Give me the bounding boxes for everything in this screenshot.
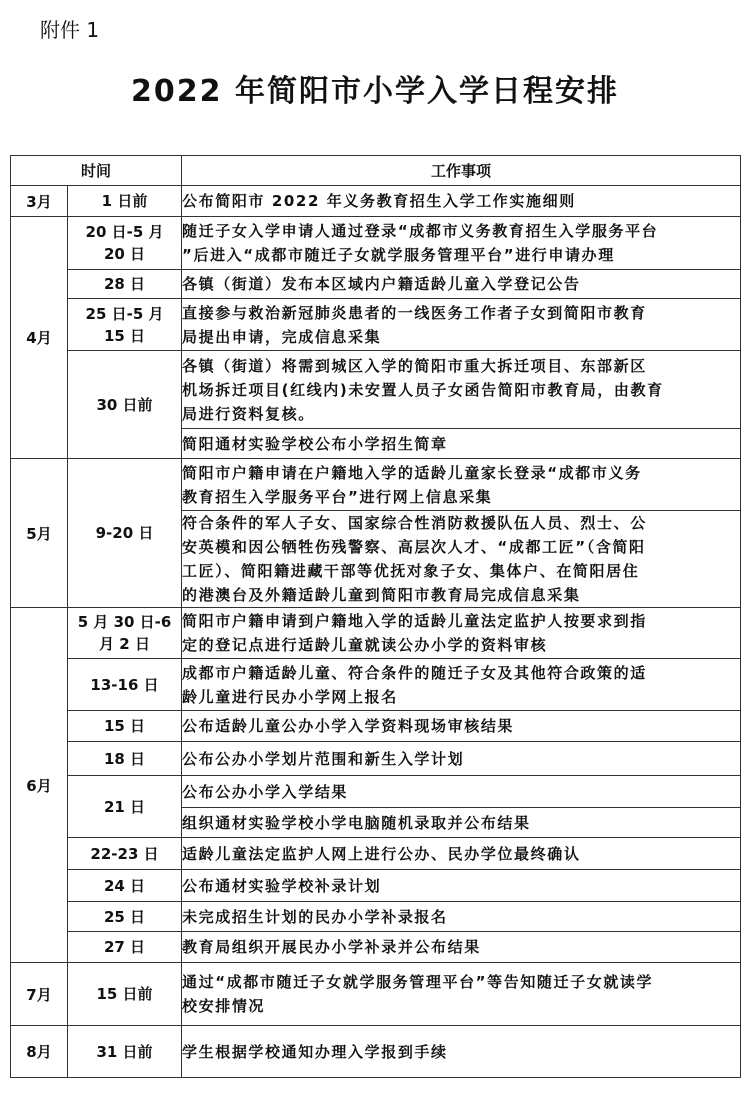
table-row [11, 776, 741, 808]
table-header-row [11, 156, 741, 186]
task-cell: 学生根据学校通知办理入学报到手续 [182, 1026, 741, 1078]
table-row [11, 217, 741, 270]
task-cell: 各镇（街道）将需到城区入学的简阳市重大拆迁项目、东部新区 机场拆迁项目(红线内)未安置人员子女函告简阳市教育局，由教育 局进行资料复核。 [182, 351, 741, 429]
table-row [11, 351, 741, 429]
month-cell: 7月 [11, 963, 68, 1026]
month-cell: 5月 [11, 459, 68, 608]
date-cell: 27 日 [68, 932, 182, 963]
table-row [11, 270, 741, 299]
table-row [11, 932, 741, 963]
month-cell: 3月 [11, 186, 68, 217]
table-row [11, 963, 741, 1026]
date-cell: 22-23 日 [68, 838, 182, 870]
date-cell: 21 日 [68, 776, 182, 838]
date-cell: 31 日前 [68, 1026, 182, 1078]
task-cell: 公布简阳市 2022 年义务教育招生入学工作实施细则 [182, 186, 741, 217]
task-cell: 公布通材实验学校补录计划 [182, 870, 741, 902]
attachment-label: 附件 1 [40, 18, 100, 42]
table-row [11, 870, 741, 902]
task-cell: 成都市户籍适龄儿童、符合条件的随迁子女及其他符合政策的适 龄儿童进行民办小学网上报名 [182, 659, 741, 711]
task-cell: 各镇（街道）发布本区域内户籍适龄儿童入学登记公告 [182, 270, 741, 299]
month-cell: 6月 [11, 608, 68, 963]
date-cell: 9-20 日 [68, 459, 182, 608]
table-row [11, 1026, 741, 1078]
task-cell: 公布公办小学划片范围和新生入学计划 [182, 742, 741, 776]
date-cell: 24 日 [68, 870, 182, 902]
table-row [11, 186, 741, 217]
date-cell: 30 日前 [68, 351, 182, 459]
month-cell: 8月 [11, 1026, 68, 1078]
date-cell: 15 日前 [68, 963, 182, 1026]
schedule-table [10, 155, 741, 1078]
task-cell: 教育局组织开展民办小学补录并公布结果 [182, 932, 741, 963]
task-cell: 符合条件的军人子女、国家综合性消防救援队伍人员、烈士、公 安英模和因公牺牲伤残警察、高层次人才、“成都工匠”（含简阳 工匠）、简阳籍进藏干部等优抚对象子女、集体户、在简阳居住 的港澳台及外籍适龄儿童到简阳市教育局完成信息采集 [182, 511, 741, 608]
date-cell: 13-16 日 [68, 659, 182, 711]
header-task: 工作事项 [182, 156, 741, 186]
task-cell: 组织通材实验学校小学电脑随机录取并公布结果 [182, 808, 741, 838]
task-cell: 简阳市户籍申请到户籍地入学的适龄儿童法定监护人按要求到指 定的登记点进行适龄儿童就读公办小学的资料审核 [182, 608, 741, 659]
table-row [11, 742, 741, 776]
date-cell: 18 日 [68, 742, 182, 776]
date-cell: 20 日-5 月 20 日 [68, 217, 182, 270]
table-row [11, 459, 741, 511]
task-cell: 公布公办小学入学结果 [182, 776, 741, 808]
date-cell: 15 日 [68, 711, 182, 742]
task-cell: 直接参与救治新冠肺炎患者的一线医务工作者子女到简阳市教育 局提出申请，完成信息采集 [182, 299, 741, 351]
date-cell: 25 日 [68, 902, 182, 932]
date-cell: 1 日前 [68, 186, 182, 217]
task-cell: 公布适龄儿童公办小学入学资料现场审核结果 [182, 711, 741, 742]
month-cell: 4月 [11, 217, 68, 459]
task-cell: 适龄儿童法定监护人网上进行公办、民办学位最终确认 [182, 838, 741, 870]
document-title: 2022 年简阳市小学入学日程安排 [131, 74, 619, 109]
table-row [11, 711, 741, 742]
task-cell: 简阳市户籍申请在户籍地入学的适龄儿童家长登录“成都市义务 教育招生入学服务平台”进行网上信息采集 [182, 459, 741, 511]
task-cell: 通过“成都市随迁子女就学服务管理平台”等告知随迁子女就读学 校安排情况 [182, 963, 741, 1026]
table-row [11, 838, 741, 870]
date-cell: 5 月 30 日-6 月 2 日 [68, 608, 182, 659]
task-cell: 简阳通材实验学校公布小学招生简章 [182, 429, 741, 459]
date-cell: 25 日-5 月 15 日 [68, 299, 182, 351]
date-cell: 28 日 [68, 270, 182, 299]
table-row [11, 659, 741, 711]
task-cell: 随迁子女入学申请人通过登录“成都市义务教育招生入学服务平台 ”后进入“成都市随迁子女就学服务管理平台”进行申请办理 [182, 217, 741, 270]
header-time: 时间 [11, 156, 182, 186]
table-row [11, 299, 741, 351]
table-row [11, 902, 741, 932]
table-row [11, 608, 741, 659]
task-cell: 未完成招生计划的民办小学补录报名 [182, 902, 741, 932]
